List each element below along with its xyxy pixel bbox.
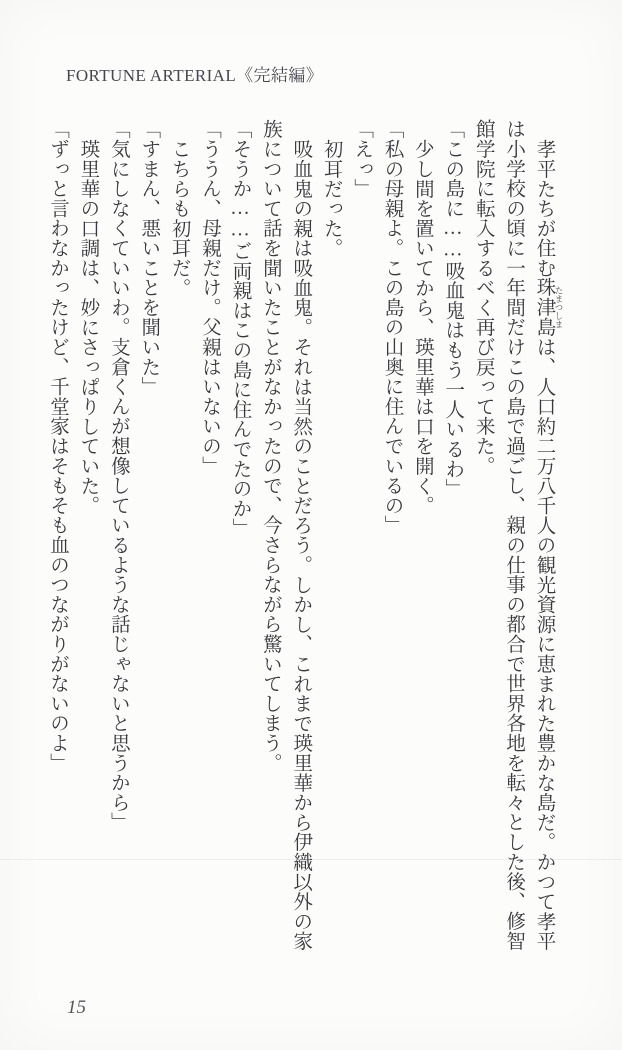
body-text-block — [42, 119, 564, 957]
paragraph: 「そうか……ご両親はこの島に住んでたのか」 — [229, 119, 251, 538]
paragraph: 初耳だった。 — [320, 138, 342, 258]
page-number: 15 — [67, 997, 86, 1018]
paragraph: 「すまん、悪いことを聞いた」 — [138, 119, 160, 397]
paragraph: 「ずっと言わなかったけど、千堂家はそもそも血のつながりがないのよ」 — [47, 119, 68, 773]
paragraph: 「この島に……吸血鬼はもう一人いるわ」 — [442, 119, 464, 499]
paragraph: 孝平たちが住む珠津島 たまつしまは、人口約二万八千人の観光資源に恵まれた豊かな島だ。かつて孝平は小学校の頃に一年間だけこの島で過ごし、親の仕事の都合で世界各地を転々とした後、修智館学院に転入するべく再び戻って来た。 — [472, 119, 564, 951]
paragraph: 瑛里華の口調は、妙にさっぱりしていた。 — [77, 138, 99, 515]
running-header-title: FORTUNE ARTERIAL《完結編》 — [66, 66, 324, 85]
scan-artifact-line — [0, 859, 622, 860]
paragraph: 少し間を置いてから、瑛里華は口を開く。 — [411, 138, 433, 515]
paragraph: 「気にしなくていいわ。支倉くんが想像しているような話じゃないと思うから」 — [107, 119, 129, 832]
paragraph: 「ううん、母親だけ。父親はいないの」 — [199, 119, 221, 476]
paragraph: 「私の母親よ。この島の山奥に住んでいるの」 — [381, 119, 403, 535]
paragraph: 吸血鬼の親は吸血鬼。それは当然のことだろう。しかし、これまで瑛里華から伊織以外の家族について話を聞いたことがなかったので、今さらながら驚いてしまう。 — [259, 119, 312, 951]
ruby-annotated-word: 珠津島 たまつしま — [533, 277, 564, 337]
paragraph: こちらも初耳だ。 — [168, 138, 190, 297]
paragraph: 「えっ」 — [351, 119, 373, 199]
